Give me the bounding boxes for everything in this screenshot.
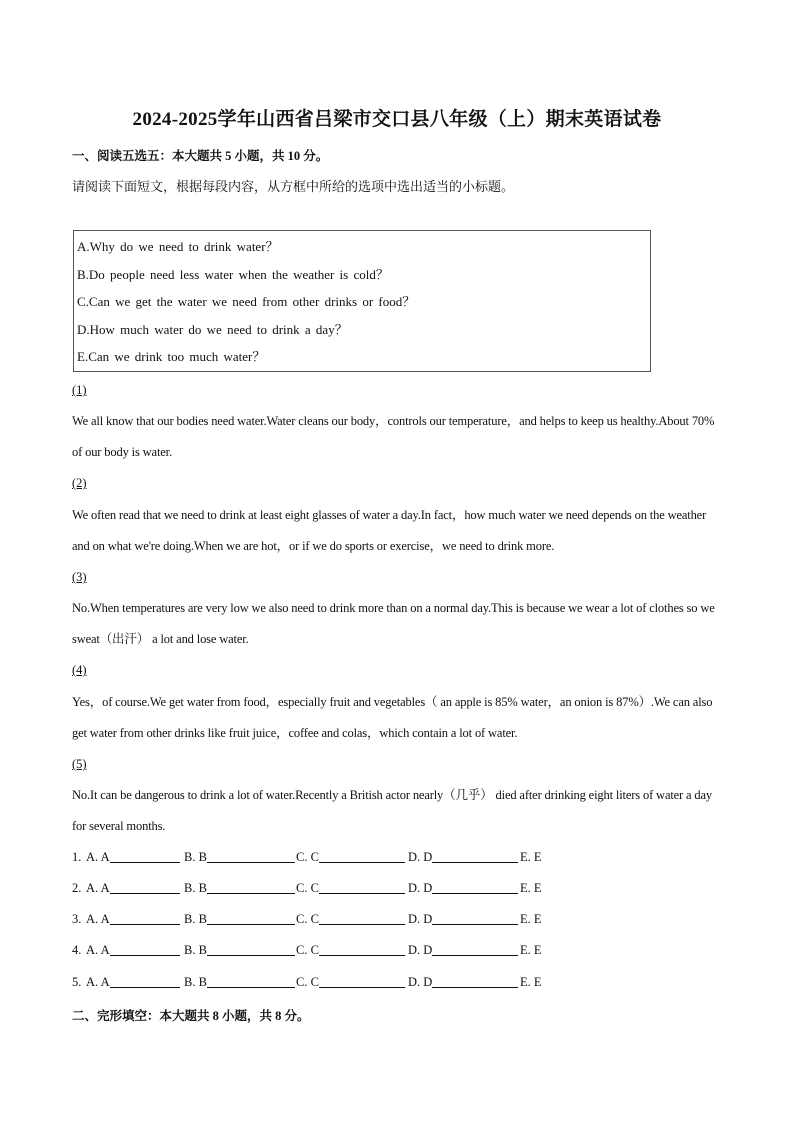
answer-option-d[interactable]: D. D [408, 912, 432, 927]
paragraph-4: Yes，of course.We get water from food，especially fruit and vegetables（ an apple is 85% water，an onion is 87%）.We can also get water from other drinks like fruit juice，coffee and colas，which contain a lot of water. [72, 695, 713, 740]
option-a: A.Why do we need to drink water？ [77, 239, 279, 254]
paragraph-1: We all know that our bodies need water.Water cleans our body，controls our temperature，and helps to keep us healthy.About 70% of our body is water. [72, 414, 715, 459]
answer-number: 3. [72, 912, 82, 926]
answer-option-a[interactable]: A. A [86, 943, 110, 958]
answer-option-b[interactable]: B. B [184, 912, 207, 927]
answer-option-d[interactable]: D. D [408, 850, 432, 865]
answer-option-d[interactable]: D. D [408, 881, 432, 896]
answer-number: 5. [72, 975, 82, 989]
answer-option-e[interactable]: E. E [520, 975, 542, 989]
option-e: E.Can we drink too much water？ [77, 349, 266, 365]
answer-option-e[interactable]: E. E [520, 850, 542, 864]
section2-heading: 二、完形填空：本大题共 8 小题，共 8 分。 [72, 1009, 310, 1023]
answer-option-c[interactable]: C. C [296, 881, 319, 896]
answer-option-c[interactable]: C. C [296, 850, 319, 865]
option-b: B.Do people need less water when the weather is cold？ [77, 266, 389, 282]
answer-option-e[interactable]: E. E [520, 943, 542, 957]
answer-number: 2. [72, 881, 82, 895]
answer-option-a[interactable]: A. A [86, 881, 110, 896]
answer-option-c[interactable]: C. C [296, 912, 319, 927]
blank-number-4: (4) [72, 663, 87, 677]
options-box [73, 230, 651, 372]
option-c: C.Can we get the water we need from other drinks or food？ [77, 294, 416, 310]
answer-option-e[interactable]: E. E [520, 881, 542, 895]
answer-option-b[interactable]: B. B [184, 881, 207, 896]
answer-number: 4. [72, 943, 82, 957]
page-title: 2024-2025学年山西省吕梁市交口县八年级（上）期末英语试卷 [132, 109, 662, 130]
option-d: D.How much water do we need to drink a day？ [77, 321, 348, 337]
paragraph-3: No.When temperatures are very low we also need to drink more than on a normal day.This is because we wear a lot of clothes so we sweat（出汗） a lot and lose water. [72, 601, 715, 646]
paragraph-2: We often read that we need to drink at least eight glasses of water a day.In fact，how much water we need depends on the weather and on what we're doing.When we are hot，or if we do sports or exercise，we need to drink more. [72, 508, 707, 553]
answer-number: 1. [72, 850, 82, 864]
section1-instruction: 请阅读下面短文，根据每段内容，从方框中所给的选项中选出适当的小标题。 [72, 179, 515, 194]
answer-option-b[interactable]: B. B [184, 850, 207, 865]
answer-option-e[interactable]: E. E [520, 912, 542, 926]
section1-heading: 一、阅读五选五：本大题共 5 小题，共 10 分。 [72, 149, 329, 163]
answer-option-d[interactable]: D. D [408, 975, 432, 990]
answer-option-d[interactable]: D. D [408, 943, 432, 958]
paragraph-5: No.It can be dangerous to drink a lot of water.Recently a British actor nearly（几乎） died after drinking eight liters of water a day for several months. [72, 788, 713, 833]
answer-option-a[interactable]: A. A [86, 912, 110, 927]
answer-option-c[interactable]: C. C [296, 943, 319, 958]
blank-number-3: (3) [72, 570, 87, 584]
blank-number-1: (1) [72, 383, 87, 397]
answer-option-b[interactable]: B. B [184, 943, 207, 958]
blank-number-2: (2) [72, 476, 87, 490]
answer-option-b[interactable]: B. B [184, 975, 207, 990]
blank-number-5: (5) [72, 757, 87, 771]
answer-option-c[interactable]: C. C [296, 975, 319, 990]
answer-option-a[interactable]: A. A [86, 975, 110, 990]
answer-option-a[interactable]: A. A [86, 850, 110, 865]
